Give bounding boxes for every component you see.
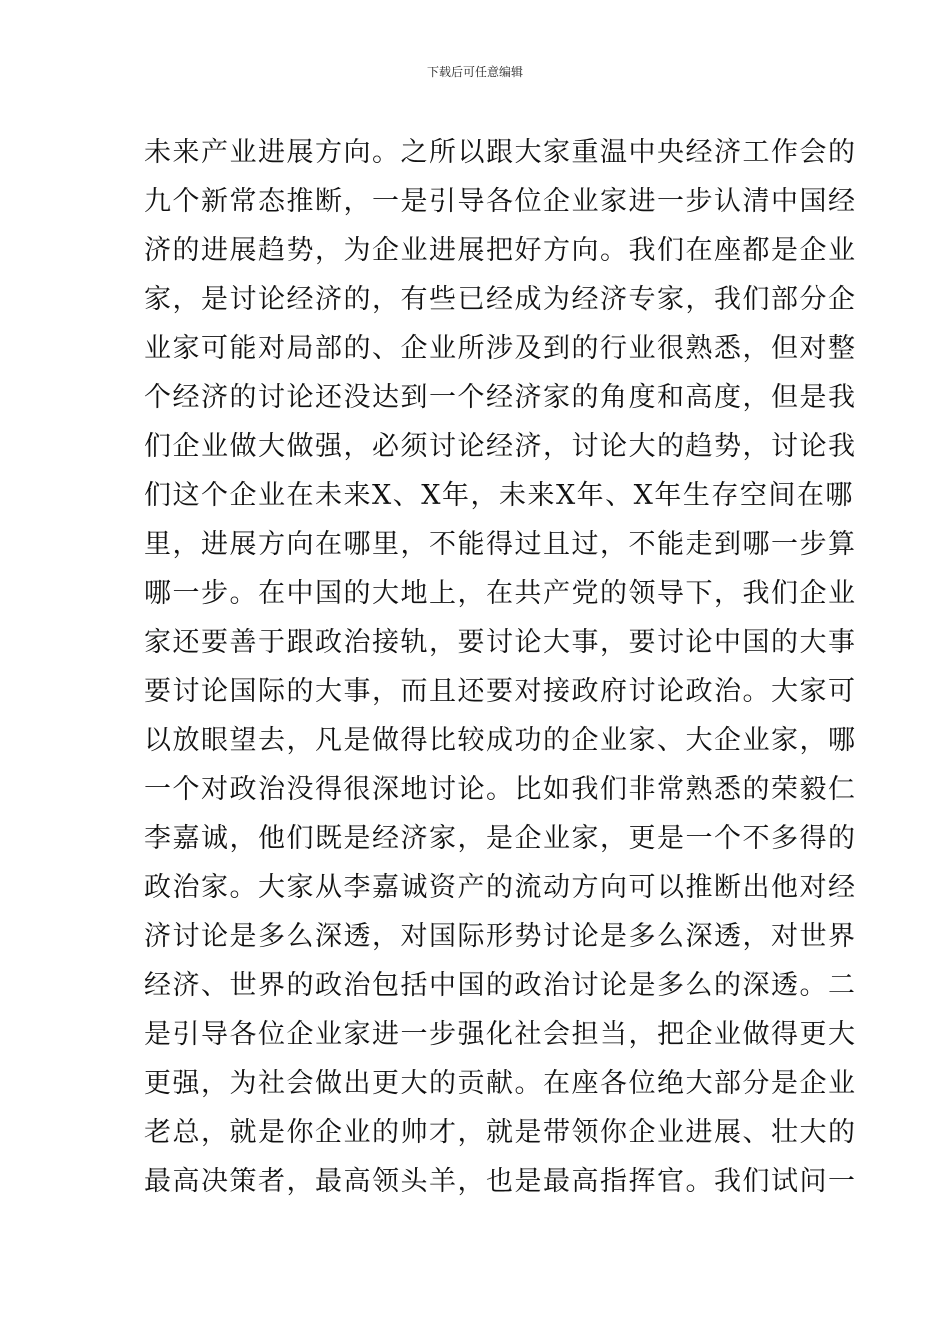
text-line: 未来产业进展方向。之所以跟大家重温中央经济工作会的: [144, 137, 857, 168]
text-line: 九个新常态推断，一是引导各位企业家进一步认清中国经: [144, 186, 857, 217]
text-line: 家，是讨论经济的，有些已经成为经济专家，我们部分企: [144, 284, 857, 315]
text-line: 业家可能对局部的、企业所涉及到的行业很熟悉，但对整: [144, 333, 857, 364]
text-line: 老总，就是你企业的帅才，就是带领你企业进展、壮大的: [144, 1117, 857, 1148]
text-line: 里，进展方向在哪里，不能得过且过，不能走到哪一步算: [144, 529, 857, 560]
text-line: 最高决策者，最高领头羊，也是最高指挥官。我们试问一: [144, 1166, 857, 1197]
text-line: 个经济的讨论还没达到一个经济家的角度和高度，但是我: [144, 382, 857, 413]
text-line: 更强，为社会做出更大的贡献。在座各位绝大部分是企业: [144, 1068, 857, 1099]
text-line: 哪一步。在中国的大地上，在共产党的领导下，我们企业: [144, 578, 857, 609]
text-line: 以放眼望去，凡是做得比较成功的企业家、大企业家，哪: [144, 725, 857, 756]
text-line: 要讨论国际的大事，而且还要对接政府讨论政治。大家可: [144, 676, 857, 707]
document-body: [144, 128, 857, 1206]
text-line: 济的进展趋势，为企业进展把好方向。我们在座都是企业: [144, 235, 857, 266]
text-line: 经济、世界的政治包括中国的政治讨论是多么的深透。二: [144, 970, 857, 1001]
text-line: 李嘉诚，他们既是经济家，是企业家，更是一个不多得的: [144, 823, 857, 854]
page-header-note: 下载后可任意编辑: [426, 65, 523, 79]
text-line: 们这个企业在未来X、X年，未来X年、X年生存空间在哪: [144, 480, 854, 511]
text-line: 一个对政治没得很深地讨论。比如我们非常熟悉的荣毅仁: [144, 774, 857, 805]
text-line: 济讨论是多么深透，对国际形势讨论是多么深透，对世界: [144, 921, 857, 952]
text-line: 家还要善于跟政治接轨，要讨论大事，要讨论中国的大事: [144, 627, 857, 658]
text-line: 们企业做大做强，必须讨论经济，讨论大的趋势，讨论我: [144, 431, 857, 462]
text-line: 政治家。大家从李嘉诚资产的流动方向可以推断出他对经: [144, 872, 857, 903]
text-line: 是引导各位企业家进一步强化社会担当，把企业做得更大: [144, 1019, 857, 1050]
